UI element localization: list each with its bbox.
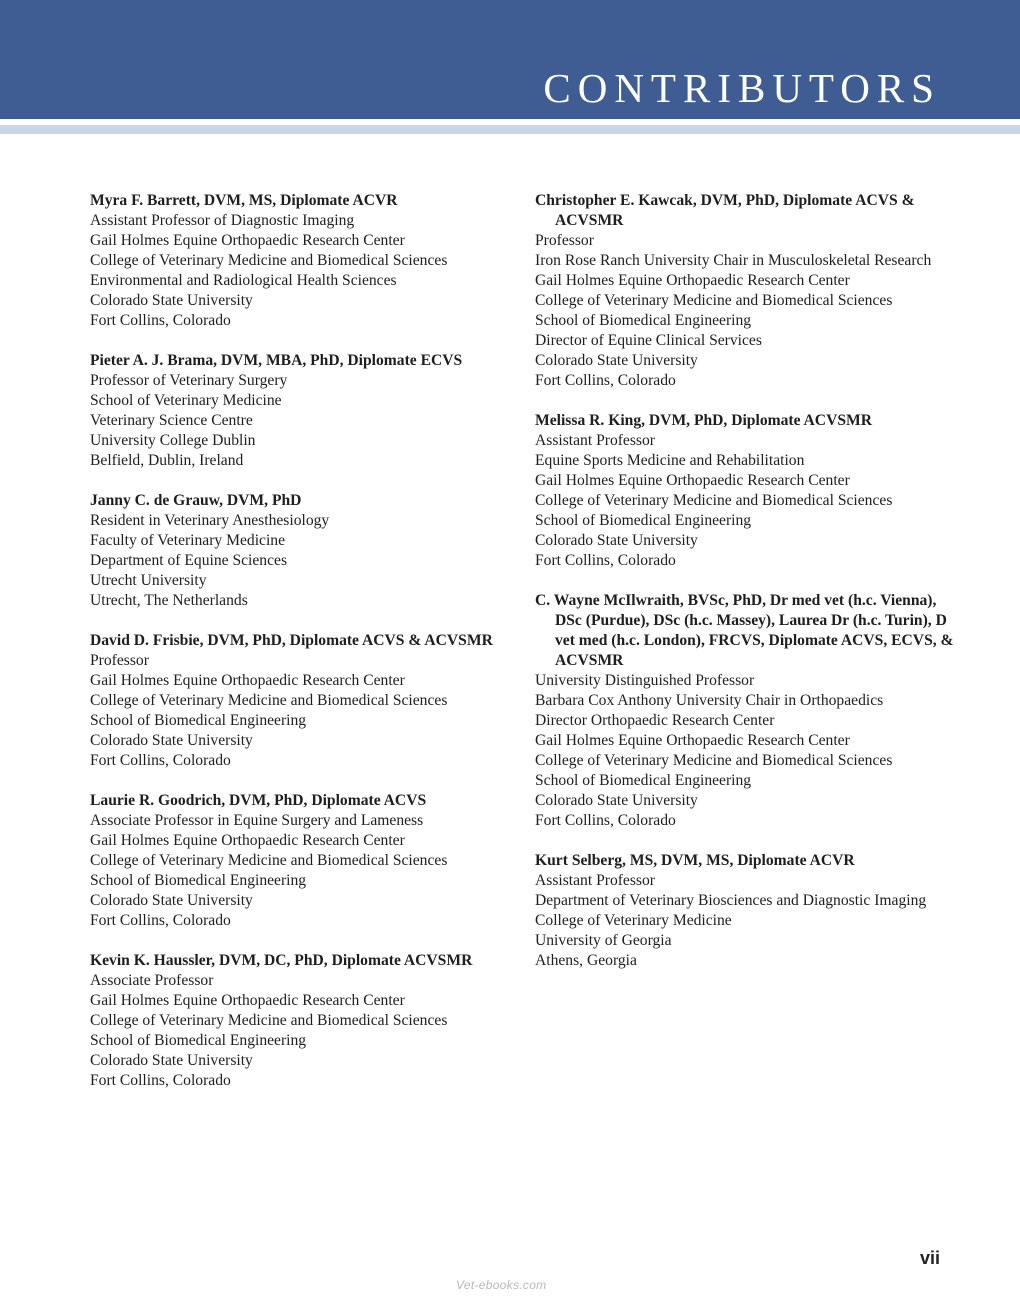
affiliation-line: Professor <box>90 652 149 669</box>
affiliation-line: Fort Collins, Colorado <box>90 312 231 329</box>
affiliation-line: Gail Holmes Equine Orthopaedic Research Center <box>535 732 850 749</box>
affiliation-line: Associate Professor <box>90 972 214 989</box>
affiliation-line: Equine Sports Medicine and Rehabilitation <box>535 452 805 469</box>
contributor-entry <box>535 851 955 971</box>
affiliation-line: Professor <box>535 232 594 249</box>
affiliation-line: Gail Holmes Equine Orthopaedic Research Center <box>90 992 405 1009</box>
affiliation-line: College of Veterinary Medicine <box>535 912 732 929</box>
affiliation-line: Gail Holmes Equine Orthopaedic Research Center <box>90 832 405 849</box>
contributor-entry <box>90 191 510 331</box>
contributor-name: Myra F. Barrett, DVM, MS, Diplomate ACVR <box>90 192 398 209</box>
affiliation-line: School of Biomedical Engineering <box>90 1032 307 1049</box>
affiliation-line: Gail Holmes Equine Orthopaedic Research Center <box>90 232 405 249</box>
affiliation-line: Director of Equine Clinical Services <box>535 332 762 349</box>
contributor-entry <box>90 631 510 771</box>
affiliation-line: School of Biomedical Engineering <box>535 312 752 329</box>
affiliation-line: Environmental and Radiological Health Sciences <box>90 272 397 289</box>
contributor-name: Pieter A. J. Brama, DVM, MBA, PhD, Diplomate ECVS <box>90 352 463 369</box>
affiliation-line: Veterinary Science Centre <box>90 412 253 429</box>
affiliation-line: Professor of Veterinary Surgery <box>90 372 288 389</box>
affiliation-line: College of Veterinary Medicine and Biomedical Sciences <box>90 692 448 709</box>
watermark: Vet-ebooks.com <box>456 1278 547 1292</box>
affiliation-line: Barbara Cox Anthony University Chair in Orthopaedics <box>535 692 884 709</box>
left-column <box>90 191 510 1111</box>
affiliation-line: School of Biomedical Engineering <box>535 512 752 529</box>
affiliation-line: University of Georgia <box>535 932 672 949</box>
affiliation-line: Utrecht University <box>90 572 207 589</box>
contributor-entry <box>90 951 510 1091</box>
affiliation-line: School of Veterinary Medicine <box>90 392 282 409</box>
affiliation-line: Resident in Veterinary Anesthesiology <box>90 512 330 529</box>
affiliation-line: School of Biomedical Engineering <box>90 712 307 729</box>
affiliation-line: Faculty of Veterinary Medicine <box>90 532 286 549</box>
affiliation-line: Belfield, Dublin, Ireland <box>90 452 244 469</box>
contributor-name: Kurt Selberg, MS, DVM, MS, Diplomate ACVR <box>535 852 855 869</box>
affiliation-line: Athens, Georgia <box>535 952 637 969</box>
contributor-entry <box>90 351 510 471</box>
affiliation-line: Department of Equine Sciences <box>90 552 288 569</box>
affiliation-line: Iron Rose Ranch University Chair in Musculoskeletal Research <box>535 252 932 269</box>
affiliation-line: Assistant Professor <box>535 432 655 449</box>
affiliation-line: Colorado State University <box>90 732 253 749</box>
affiliation-line: Fort Collins, Colorado <box>535 812 676 829</box>
affiliation-line: Fort Collins, Colorado <box>90 752 231 769</box>
page-title: CONTRIBUTORS <box>543 65 941 111</box>
affiliation-line: School of Biomedical Engineering <box>535 772 752 789</box>
affiliation-line: Colorado State University <box>90 892 253 909</box>
affiliation-line: Fort Collins, Colorado <box>535 552 676 569</box>
affiliation-line: College of Veterinary Medicine and Biomedical Sciences <box>90 852 448 869</box>
affiliation-line: Department of Veterinary Biosciences and Diagnostic Imaging <box>535 892 927 909</box>
contributor-entry <box>535 191 955 391</box>
affiliation-line: Colorado State University <box>535 792 698 809</box>
affiliation-line: College of Veterinary Medicine and Biomedical Sciences <box>90 1012 448 1029</box>
affiliation-line: School of Biomedical Engineering <box>90 872 307 889</box>
contributor-entry <box>90 791 510 931</box>
affiliation-line: College of Veterinary Medicine and Biomedical Sciences <box>535 292 893 309</box>
contributor-name: Christopher E. Kawcak, DVM, PhD, Diplomate ACVS & ACVSMR <box>535 192 915 229</box>
page-number: vii <box>919 1248 940 1268</box>
affiliation-line: Colorado State University <box>90 1052 253 1069</box>
affiliation-line: College of Veterinary Medicine and Biomedical Sciences <box>535 492 893 509</box>
header-band <box>0 0 1020 119</box>
contributor-entry <box>90 491 510 611</box>
affiliation-line: Colorado State University <box>535 352 698 369</box>
contributor-entry <box>535 591 955 831</box>
affiliation-line: Assistant Professor of Diagnostic Imaging <box>90 212 355 229</box>
contributor-name: David D. Frisbie, DVM, PhD, Diplomate ACVS & ACVSMR <box>90 632 493 649</box>
affiliation-line: Assistant Professor <box>535 872 655 889</box>
affiliation-line: College of Veterinary Medicine and Biomedical Sciences <box>90 252 448 269</box>
affiliation-line: Gail Holmes Equine Orthopaedic Research Center <box>535 472 850 489</box>
affiliation-line: University College Dublin <box>90 432 256 449</box>
affiliation-line: Fort Collins, Colorado <box>535 372 676 389</box>
affiliation-line: Associate Professor in Equine Surgery and Lameness <box>90 812 424 829</box>
affiliation-line: Colorado State University <box>535 532 698 549</box>
contributor-name: C. Wayne McIlwraith, BVSc, PhD, Dr med vet (h.c. Vienna), DSc (Purdue), DSc (h.c. Massey), Laurea Dr (h.c. Turin), D vet med (h.c. London), FRCVS, Diplomate ACVS, ECVS, & ACVSMR <box>535 592 954 669</box>
contributor-name: Kevin K. Haussler, DVM, DC, PhD, Diplomate ACVSMR <box>90 952 473 969</box>
contributor-entry <box>535 411 955 571</box>
right-column <box>535 191 955 991</box>
contributor-name: Janny C. de Grauw, DVM, PhD <box>90 492 302 509</box>
affiliation-line: Gail Holmes Equine Orthopaedic Research Center <box>535 272 850 289</box>
affiliation-line: Gail Holmes Equine Orthopaedic Research Center <box>90 672 405 689</box>
contributor-name: Laurie R. Goodrich, DVM, PhD, Diplomate ACVS <box>90 792 427 809</box>
header-rule <box>0 125 1020 134</box>
affiliation-line: College of Veterinary Medicine and Biomedical Sciences <box>535 752 893 769</box>
affiliation-line: Utrecht, The Netherlands <box>90 592 248 609</box>
contributor-name: Melissa R. King, DVM, PhD, Diplomate ACVSMR <box>535 412 872 429</box>
affiliation-line: Fort Collins, Colorado <box>90 912 231 929</box>
affiliation-line: Director Orthopaedic Research Center <box>535 712 775 729</box>
affiliation-line: Colorado State University <box>90 292 253 309</box>
affiliation-line: University Distinguished Professor <box>535 672 755 689</box>
affiliation-line: Fort Collins, Colorado <box>90 1072 231 1089</box>
